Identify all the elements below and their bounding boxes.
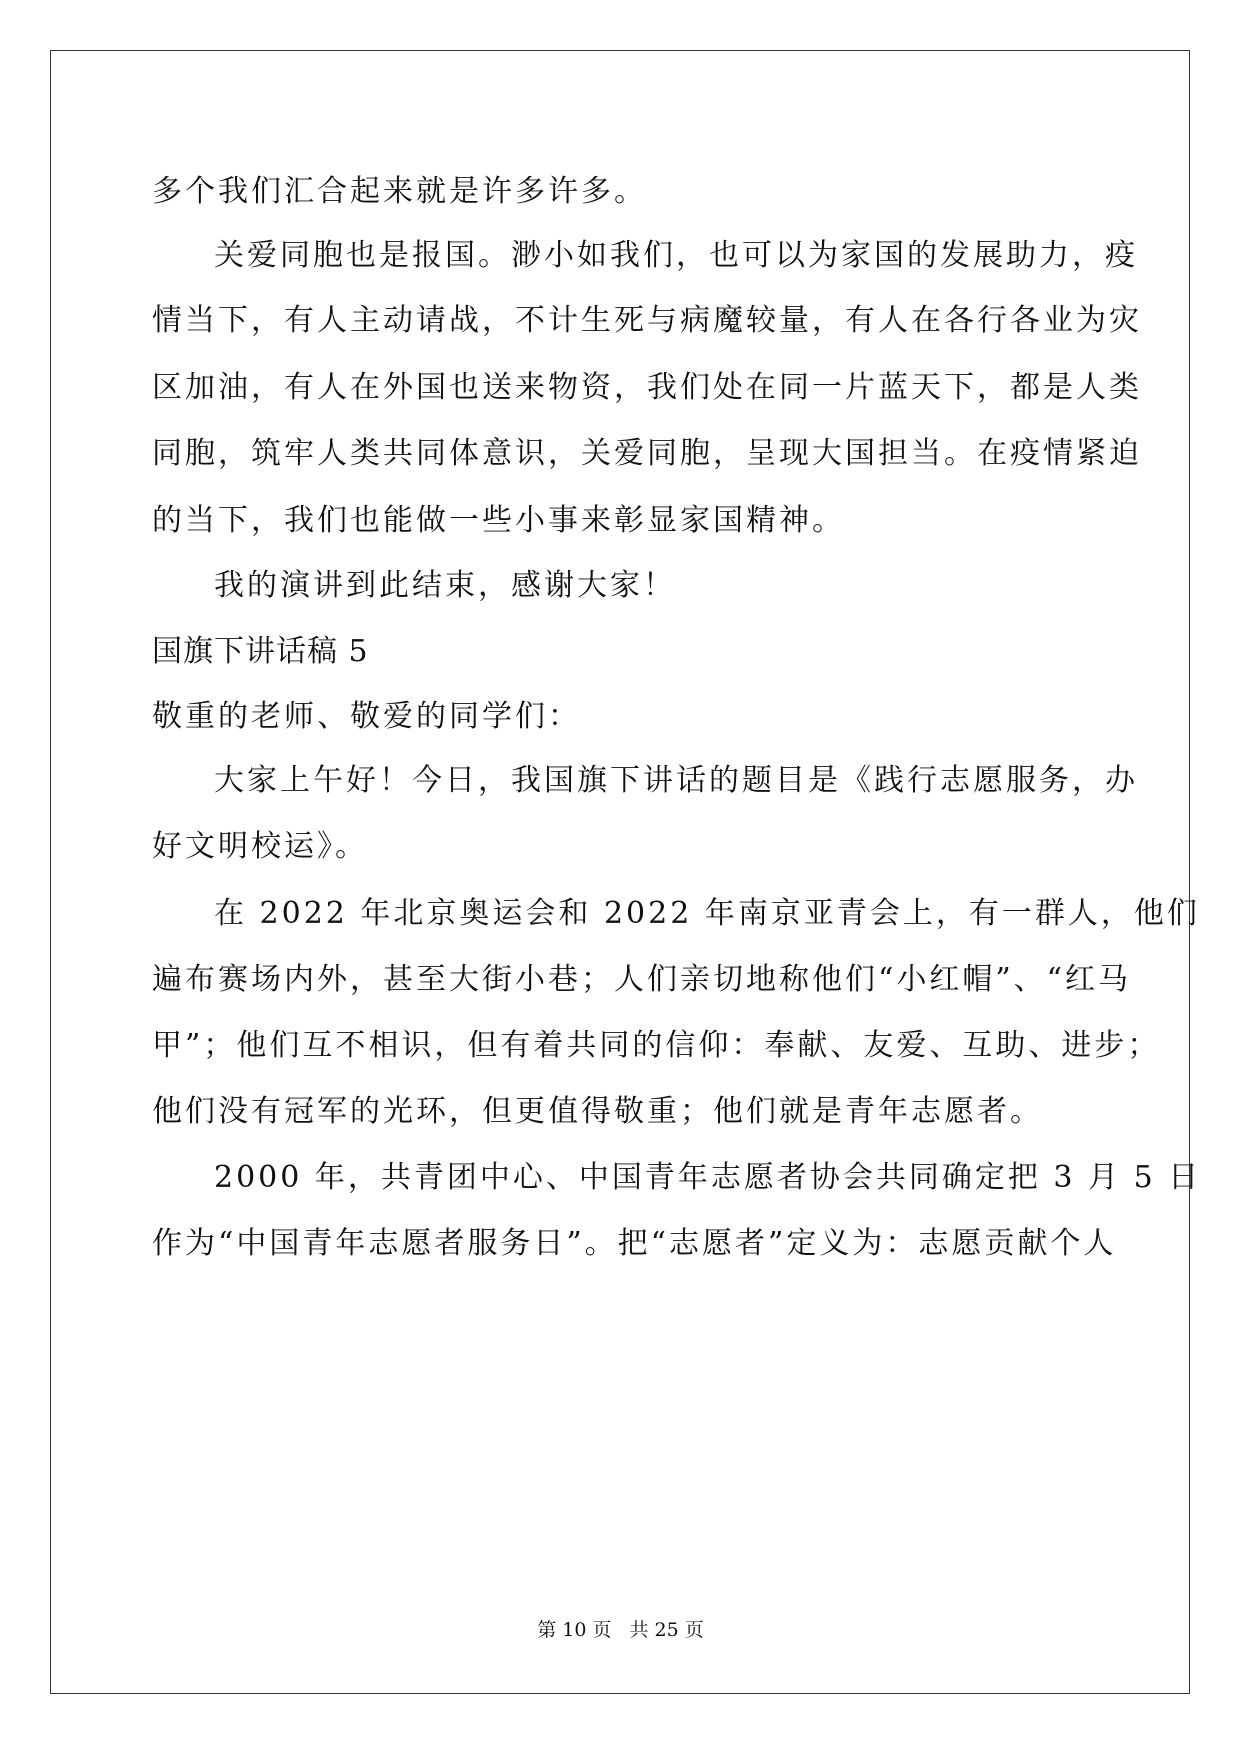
text-line: 遍布赛场内外，甚至大街小巷；人们亲切地称他们“小红帽”、“红马 [152, 962, 1132, 997]
text-line: 好文明校运》。 [152, 829, 368, 864]
section-heading: 国旗下讲话稿 5 [152, 634, 369, 669]
text-line: 在 2022 年北京奥运会和 2022 年南京亚青会上，有一群人，他们 [214, 896, 1200, 931]
text-line: 情当下，有人主动请战，不计生死与病魔较量，有人在各行各业为灾 [152, 303, 1142, 338]
text-line: 他们没有冠军的光环，但更值得敬重；他们就是青年志愿者。 [152, 1094, 1043, 1129]
page-number: 第 10 页 [537, 1619, 612, 1641]
page-total: 共 25 页 [629, 1619, 704, 1641]
text-line: 多个我们汇合起来就是许多许多。 [152, 174, 647, 209]
page-footer [0, 1618, 1241, 1642]
text-line: 同胞，筑牢人类共同体意识，关爱同胞，呈现大国担当。在疫情紧迫 [152, 436, 1142, 471]
text-line: 大家上午好！今日，我国旗下讲话的题目是《践行志愿服务，办 [214, 763, 1138, 798]
text-line: 我的演讲到此结束，感谢大家！ [214, 568, 676, 603]
text-line: 2000 年，共青团中心、中国青年志愿者协会共同确定把 3 月 5 日 [214, 1160, 1202, 1195]
text-line: 甲”；他们互不相识，但有着共同的信仰：奉献、友爱、互助、进步； [152, 1028, 1161, 1063]
text-line: 作为“中国青年志愿者服务日”。把“志愿者”定义为：志愿贡献个人 [152, 1226, 1117, 1261]
page-border [50, 50, 1202, 1694]
text-line: 关爱同胞也是报国。渺小如我们，也可以为家国的发展助力，疫 [214, 238, 1138, 273]
salutation: 敬重的老师、敬爱的同学们： [152, 699, 581, 734]
text-line: 区加油，有人在外国也送来物资，我们处在同一片蓝天下，都是人类 [152, 370, 1142, 405]
text-line: 的当下，我们也能做一些小事来彰显家国精神。 [152, 503, 845, 538]
